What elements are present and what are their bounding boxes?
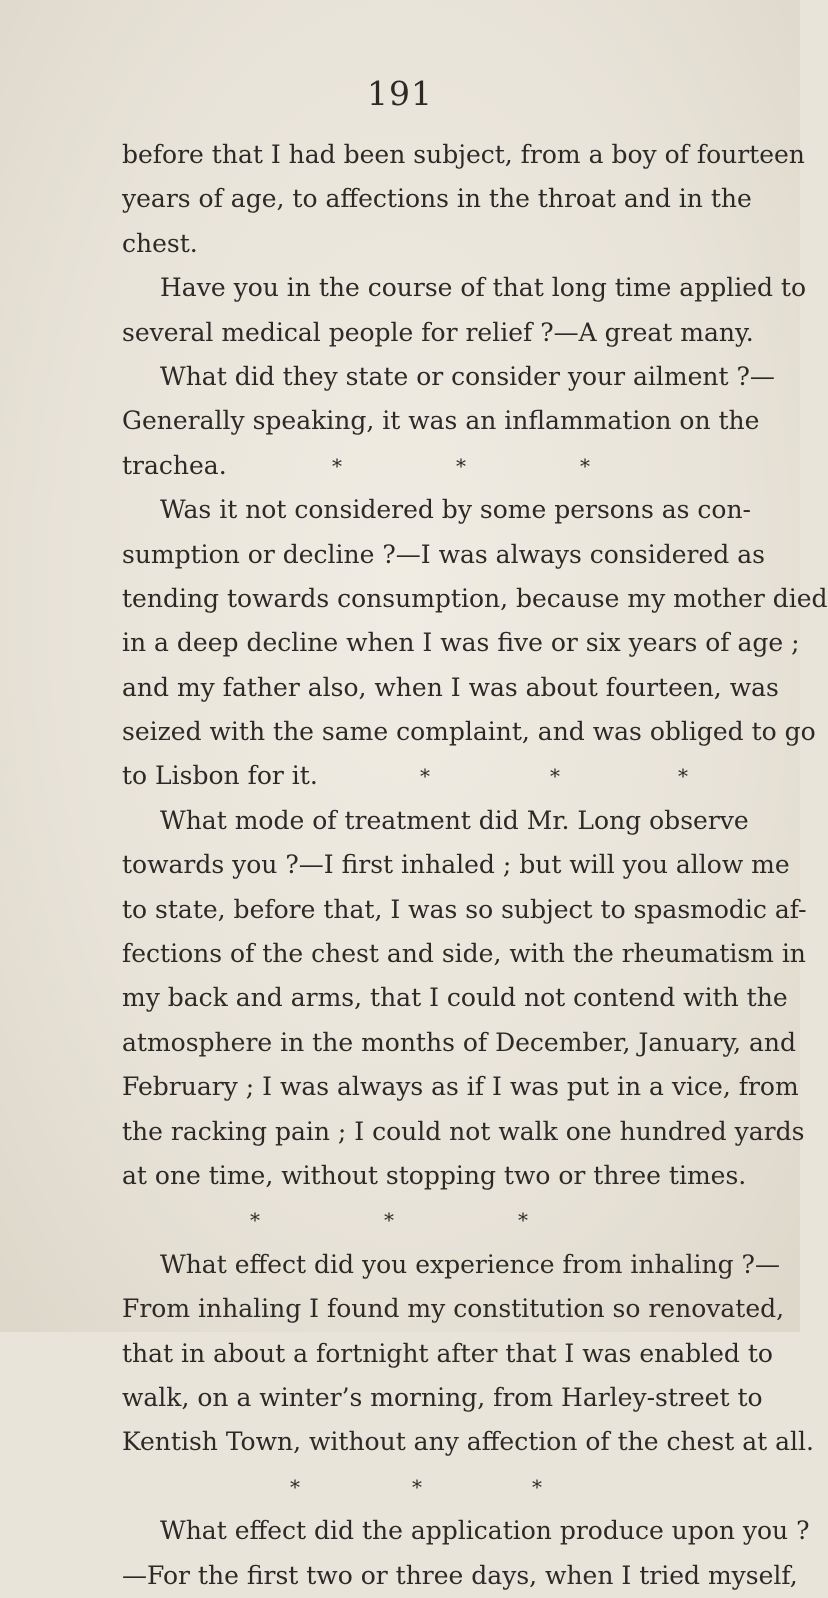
text-line: several medical people for relief ?—A great many. (122, 317, 754, 347)
text-line: —For the first two or three days, when I tried myself, (122, 1560, 798, 1590)
asterism-star: * (580, 453, 590, 478)
text-line: sumption or decline ?—I was always considered as (122, 539, 765, 569)
asterism-star: * (250, 1208, 260, 1233)
text-line: tending towards consumption, because my mother died (122, 583, 828, 613)
text-line-with-separator (122, 444, 688, 488)
text-line: and my father also, when I was about fourteen, was (122, 672, 779, 702)
text-line: to state, before that, I was so subject to spasmodic af- (122, 894, 807, 924)
text-line: towards you ?—I first inhaled ; but will you allow me (122, 850, 790, 880)
text-line: Generally speaking, it was an inflammation on the (122, 406, 760, 436)
text-line: before that I had been subject, from a boy of fourteen (122, 140, 805, 169)
text-line: atmosphere in the months of December, January, and (122, 1027, 797, 1057)
text-line: trachea. (122, 450, 227, 480)
asterism-star: * (332, 453, 342, 478)
text-line: my back and arms, that I could not contend with the (122, 983, 788, 1013)
text-line: fections of the chest and side, with the rheumatism in (122, 939, 806, 969)
text-line: at one time, without stopping two or three times. (122, 1160, 747, 1190)
asterism-star: * (518, 1208, 528, 1233)
text-line: to Lisbon for it. (122, 761, 318, 791)
text-line: What effect did you experience from inhaling ?— (160, 1249, 780, 1279)
text-line: From inhaling I found my constitution so renovated, (122, 1294, 785, 1324)
page-number: 191 (367, 74, 433, 113)
text-line-with-separator (122, 754, 688, 798)
text-line: years of age, to affections in the throat and in the (122, 184, 752, 214)
text-line: chest. (122, 228, 198, 258)
text-line: Kentish Town, without any affection of the chest at all. (122, 1427, 814, 1457)
asterism-separator (122, 1465, 688, 1509)
text-line: What mode of treatment did Mr. Long observe (160, 805, 749, 835)
text-line: What did they state or consider your ailment ?— (160, 361, 775, 391)
text-line: walk, on a winter’s morning, from Harley-street to (122, 1382, 763, 1412)
text-line: February ; I was always as if I was put in a vice, from (122, 1072, 799, 1102)
text-line: Was it not considered by some persons as con- (160, 495, 752, 525)
asterism-star: * (384, 1208, 394, 1233)
text-line: seized with the same complaint, and was obliged to go (122, 717, 816, 747)
text-line: that in about a fortnight after that I was enabled to (122, 1338, 773, 1368)
text-line: What effect did the application produce upon you ? (160, 1516, 810, 1546)
text-line: the racking pain ; I could not walk one hundred yards (122, 1116, 805, 1146)
asterism-star: * (412, 1474, 422, 1499)
asterism-star: * (290, 1474, 300, 1499)
asterism-separator (122, 1198, 688, 1242)
asterism-star: * (456, 453, 466, 478)
asterism-star: * (678, 764, 688, 789)
text-line: Have you in the course of that long time applied to (160, 273, 807, 303)
asterism-star: * (550, 764, 560, 789)
body-text (122, 133, 828, 1598)
asterism-star: * (420, 764, 430, 789)
text-line: in a deep decline when I was five or six years of age ; (122, 628, 800, 658)
asterism-star: * (532, 1474, 542, 1499)
